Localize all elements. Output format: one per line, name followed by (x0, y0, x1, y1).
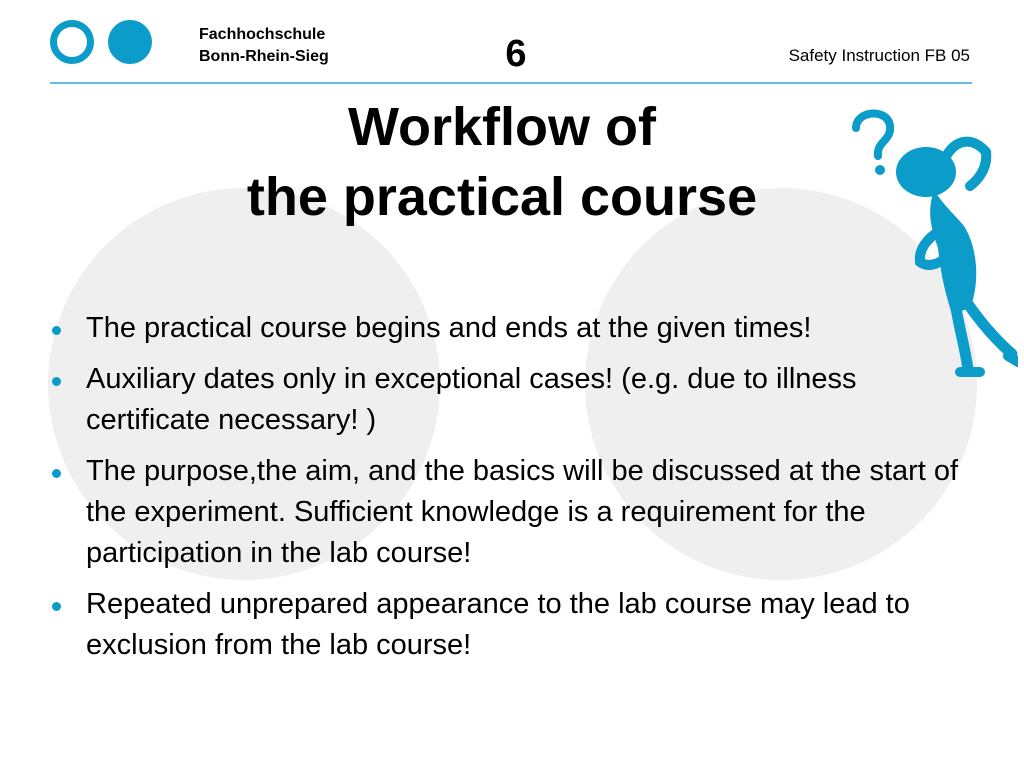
bullet-dot-icon (52, 602, 61, 611)
bullet-dot-icon (52, 377, 61, 386)
bullet-text: The practical course begins and ends at the given times! (86, 312, 812, 344)
bullet-dot-icon (52, 469, 61, 478)
bullet-list (40, 308, 960, 676)
school-logo-icon (50, 20, 160, 66)
bullet-item (40, 308, 960, 349)
slide-number: 6 (505, 33, 527, 75)
school-line-1: Fachhochschule (199, 26, 326, 43)
header-divider (50, 82, 972, 84)
logo-ring (50, 20, 94, 64)
bullet-item (40, 584, 960, 666)
bullet-text: Repeated unprepared appearance to the lab course may lead to exclusion from the lab course! (86, 588, 910, 661)
bullet-dot-icon (52, 326, 61, 335)
header-caption: Safety Instruction FB 05 (788, 46, 970, 65)
bullet-item (40, 451, 960, 574)
school-name (199, 24, 329, 68)
title-line-1: Workflow of (348, 97, 656, 157)
school-line-2: Bonn-Rhein-Sieg (199, 48, 329, 65)
slide-title (130, 92, 874, 232)
bullet-text: The purpose,the aim, and the basics will be discussed at the start of the experiment. Sufficient knowledge is a requirement for the participation in the lab course! (86, 455, 959, 569)
logo-dot (108, 20, 152, 64)
bullet-item (40, 359, 960, 441)
question-mark-icon (856, 113, 890, 156)
title-line-2: the practical course (246, 167, 758, 227)
figure-body (930, 190, 976, 314)
bullet-text: Auxiliary dates only in exceptional cases! (e.g. due to illness certificate necessary! ) (86, 363, 857, 436)
